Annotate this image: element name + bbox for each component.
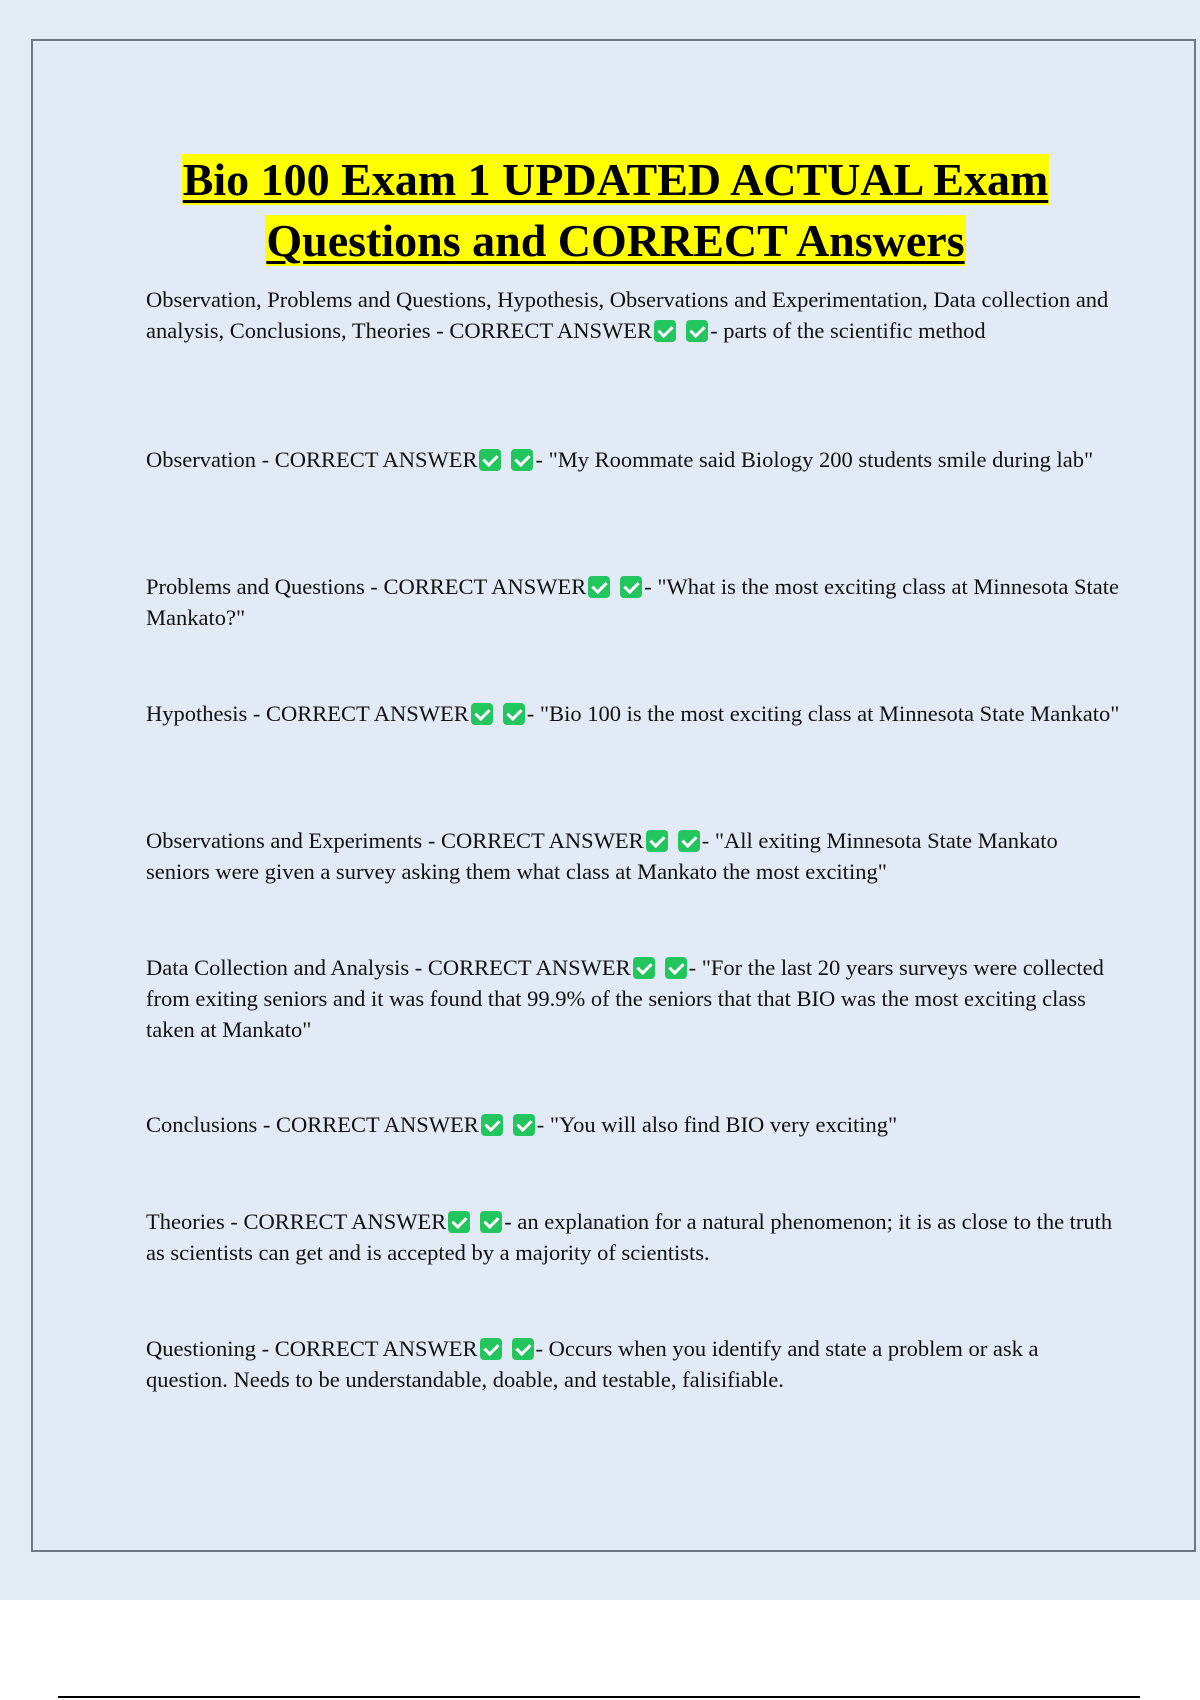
qa-item: Theories - CORRECT ANSWER - an explanation for a natural phenomenon; it is as close to the truth as scientists can get and is accepted by a majority of scientists. bbox=[146, 1209, 1113, 1265]
check-mark-icon bbox=[665, 957, 687, 979]
answer-marker: CORRECT ANSWER bbox=[276, 1112, 479, 1137]
qa-term: Observation bbox=[146, 447, 256, 472]
qa-item: Observation, Problems and Questions, Hypothesis, Observations and Experimentation, Data collection and analysis, Conclusions, Theories - CORRECT ANSWER - parts of the scientific method bbox=[146, 287, 1109, 343]
qa-answer: an explanation for a natural phenomenon; it is as close to the truth as scientists can get and is accepted by a majority of scientists. bbox=[146, 1209, 1113, 1265]
check-mark-icon bbox=[479, 449, 501, 471]
qa-item: Problems and Questions - CORRECT ANSWER - "What is the most exciting class at Minnesota State Mankato?" bbox=[146, 574, 1119, 630]
check-mark-icon bbox=[633, 957, 655, 979]
check-mark-icon bbox=[511, 449, 533, 471]
title-line-2: Questions and CORRECT Answers bbox=[266, 215, 965, 266]
answer-marker: CORRECT ANSWER bbox=[243, 1209, 447, 1234]
qa-term: Hypothesis bbox=[146, 701, 248, 726]
check-mark-icon bbox=[448, 1211, 470, 1233]
qa-term: Data Collection and Analysis bbox=[146, 955, 410, 980]
qa-item: Data Collection and Analysis - CORRECT ANSWER - "For the last 20 years surveys were collected from exiting seniors and it was found that 99.9% of the seniors that that BIO was the most exciting class taken at Mankato" bbox=[146, 955, 1104, 1042]
qa-answer: "All exiting Minnesota State Mankato seniors were given a survey asking them what class at Mankato the most exciting" bbox=[146, 828, 1058, 884]
title-line-1: Bio 100 Exam 1 UPDATED ACTUAL Exam bbox=[182, 154, 1049, 205]
qa-item: Observations and Experiments - CORRECT ANSWER - "All exiting Minnesota State Mankato seniors were given a survey asking them what class at Mankato the most exciting" bbox=[146, 828, 1058, 884]
qa-item: Observation - CORRECT ANSWER - "My Roommate said Biology 200 students smile during lab" bbox=[146, 447, 1094, 472]
check-mark-icon bbox=[513, 1114, 535, 1136]
answer-marker: CORRECT ANSWER bbox=[274, 447, 478, 472]
qa-answer: "For the last 20 years surveys were collected from exiting seniors and it was found that 99.9% of the seniors that that BIO was the most exciting class taken at Mankato" bbox=[146, 955, 1104, 1042]
qa-term: Observation, Problems and Questions, Hypothesis, Observations and Experimentation, Data collection and analysis, Conclusions, Theories bbox=[146, 287, 1109, 343]
qa-item: Hypothesis - CORRECT ANSWER - "Bio 100 is the most exciting class at Minnesota State Mankato" bbox=[146, 701, 1120, 726]
check-mark-icon bbox=[512, 1338, 534, 1360]
check-mark-icon bbox=[480, 1338, 502, 1360]
check-mark-icon bbox=[646, 830, 668, 852]
check-mark-icon bbox=[480, 1211, 502, 1233]
qa-answer: "Bio 100 is the most exciting class at Minnesota State Mankato" bbox=[539, 701, 1120, 726]
qa-answer: Occurs when you identify and state a problem or ask a question. Needs to be understandable, doable, and testable, falisifiable. bbox=[146, 1336, 1039, 1392]
qa-item: Questioning - CORRECT ANSWER - Occurs when you identify and state a problem or ask a question. Needs to be understandable, doable, and testable, falisifiable. bbox=[146, 1336, 1039, 1392]
qa-answer: "You will also find BIO very exciting" bbox=[549, 1112, 898, 1137]
answer-marker: CORRECT ANSWER bbox=[427, 955, 631, 980]
answer-marker: CORRECT ANSWER bbox=[274, 1336, 478, 1361]
qa-answer: "What is the most exciting class at Minnesota State Mankato?" bbox=[146, 574, 1119, 630]
answer-marker: CORRECT ANSWER bbox=[449, 318, 653, 343]
check-mark-icon bbox=[686, 320, 708, 342]
check-mark-icon bbox=[588, 576, 610, 598]
footer-divider bbox=[58, 1696, 1140, 1698]
check-mark-icon bbox=[471, 703, 493, 725]
qa-term: Theories bbox=[146, 1209, 225, 1234]
document-title bbox=[33, 149, 1198, 271]
check-mark-icon bbox=[503, 703, 525, 725]
qa-term: Questioning bbox=[146, 1336, 256, 1361]
check-mark-icon bbox=[620, 576, 642, 598]
check-mark-icon bbox=[481, 1114, 503, 1136]
document-page bbox=[31, 39, 1196, 1552]
check-mark-icon bbox=[654, 320, 676, 342]
qa-term: Observations and Experiments bbox=[146, 828, 423, 853]
qa-item: Conclusions - CORRECT ANSWER - "You will also find BIO very exciting" bbox=[146, 1112, 898, 1137]
answer-marker: CORRECT ANSWER bbox=[440, 828, 644, 853]
answer-marker: CORRECT ANSWER bbox=[266, 701, 469, 726]
qa-term: Problems and Questions bbox=[146, 574, 365, 599]
qa-answer: "My Roommate said Biology 200 students smile during lab" bbox=[548, 447, 1094, 472]
qa-term: Conclusions bbox=[146, 1112, 258, 1137]
answer-marker: CORRECT ANSWER bbox=[383, 574, 587, 599]
qa-answer: parts of the scientific method bbox=[723, 318, 986, 343]
check-mark-icon bbox=[678, 830, 700, 852]
